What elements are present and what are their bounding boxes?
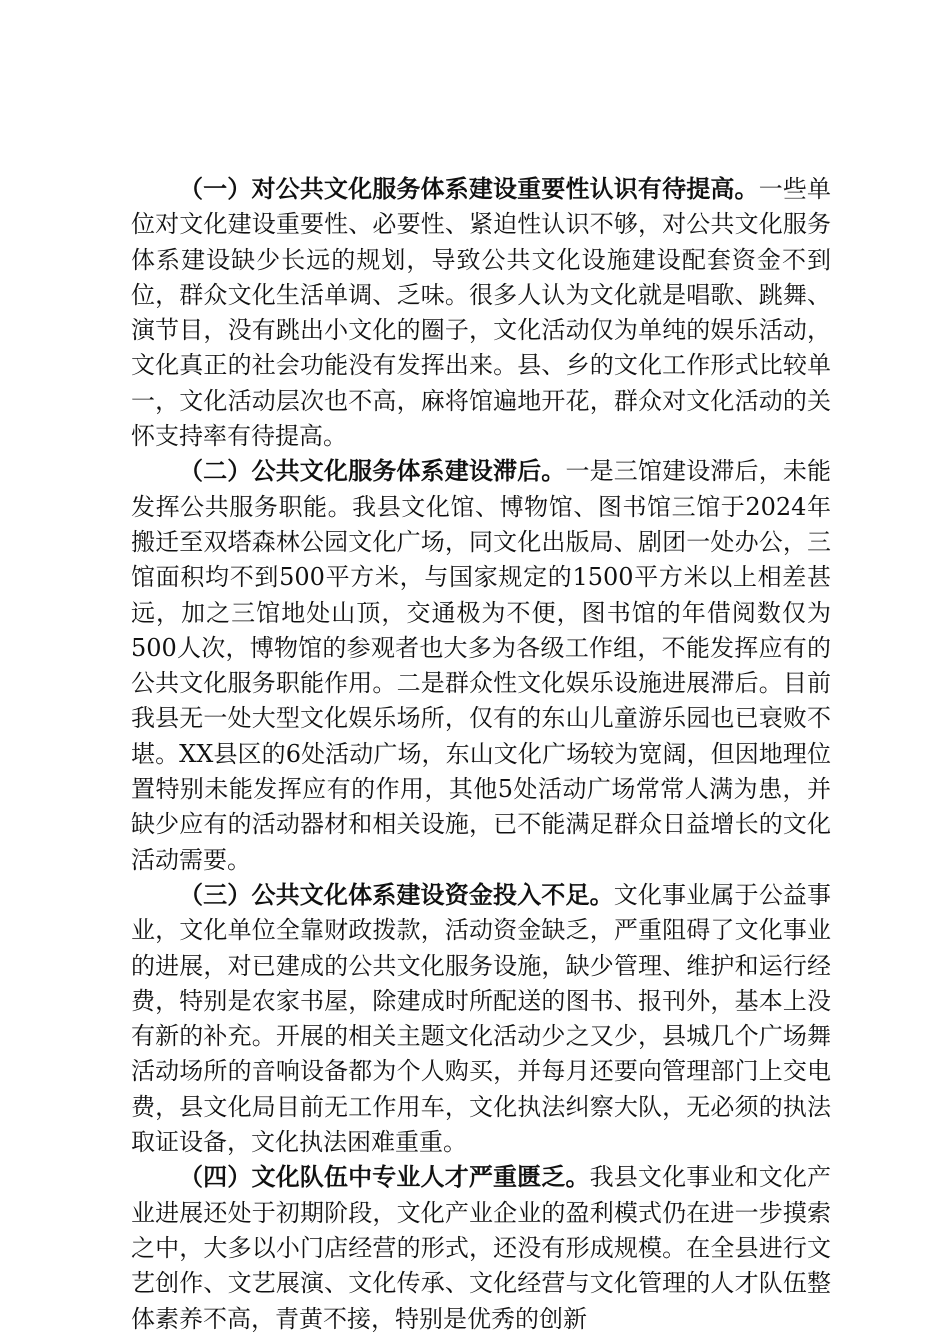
document-body — [131, 172, 831, 1337]
paragraph-4-text: 我县文化事业和文化产业进展还处于初期阶段，文化产业企业的盈利模式仍在进一步摸索之中，大多以小门店经营的形式，还没有形成规模。在全县进行文艺创作、文艺展演、文化传承、文化经营与文化管理的人才队伍整体素养不高，青黄不接，特别是优秀的创新 — [131, 1163, 832, 1333]
paragraph-3 — [131, 878, 831, 1160]
paragraph-2-heading: （二）公共文化服务体系建设滞后。 — [179, 457, 566, 486]
paragraph-2 — [131, 454, 831, 878]
paragraph-1-heading: （一）对公共文化服务体系建设重要性认识有待提高。 — [179, 175, 759, 203]
paragraph-3-heading: （三）公共文化体系建设资金投入不足。 — [179, 880, 614, 909]
paragraph-2-text: 一是三馆建设滞后，未能发挥公共服务职能。我县文化馆、博物馆、图书馆三馆于2024年搬迁至双塔森林公园文化广场，同文化出版局、剧团一处办公，三馆面积均不到500平方米，与国家规定的1500平方米以上相差甚远，加之三馆地处山顶，交通极为不便，图书馆的年借阅数仅为500人次，博物馆的参观者也大多为各级工作组，不能发挥应有的公共文化服务职能作用。二是群众性文化娱乐设施进展滞后。目前我县无一处大型文化娱乐场所，仅有的东山儿童游乐园也已衰败不堪。XX县区的6处活动广场，东山文化广场较为宽阔，但因地理位置特别未能发挥应有的作用，其他5处活动广场常常人满为患，并缺少应有的活动器材和相关设施，已不能满足群众日益增长的文化活动需要。 — [131, 457, 832, 874]
paragraph-4 — [131, 1160, 831, 1336]
paragraph-4-heading: （四）文化队伍中专业人才严重匮乏。 — [179, 1163, 590, 1192]
paragraph-1 — [131, 172, 831, 454]
paragraph-1-text: 一些单位对文化建设重要性、必要性、紧迫性认识不够，对公共文化服务体系建设缺少长远的规划，导致公共文化设施建设配套资金不到位，群众文化生活单调、乏味。很多人认为文化就是唱歌、跳舞、演节目，没有跳出小文化的圈子，文化活动仅为单纯的娱乐活动，文化真正的社会功能没有发挥出来。县、乡的文化工作形式比较单一，文化活动层次也不高，麻将馆遍地开花，群众对文化活动的关怀支持率有待提高。 — [131, 175, 832, 451]
paragraph-3-text: 文化事业属于公益事业，文化单位全靠财政拨款，活动资金缺乏，严重阻碍了文化事业的进展，对已建成的公共文化服务设施，缺少管理、维护和运行经费，特别是农家书屋，除建成时所配送的图书、报刊外，基本上没有新的补充。开展的相关主题文化活动少之又少，县城几个广场舞活动场所的音响设备都为个人购买，并每月还要向管理部门上交电费，县文化局目前无工作用车，文化执法纠察大队，无必须的执法取证设备，文化执法困难重重。 — [131, 880, 832, 1157]
